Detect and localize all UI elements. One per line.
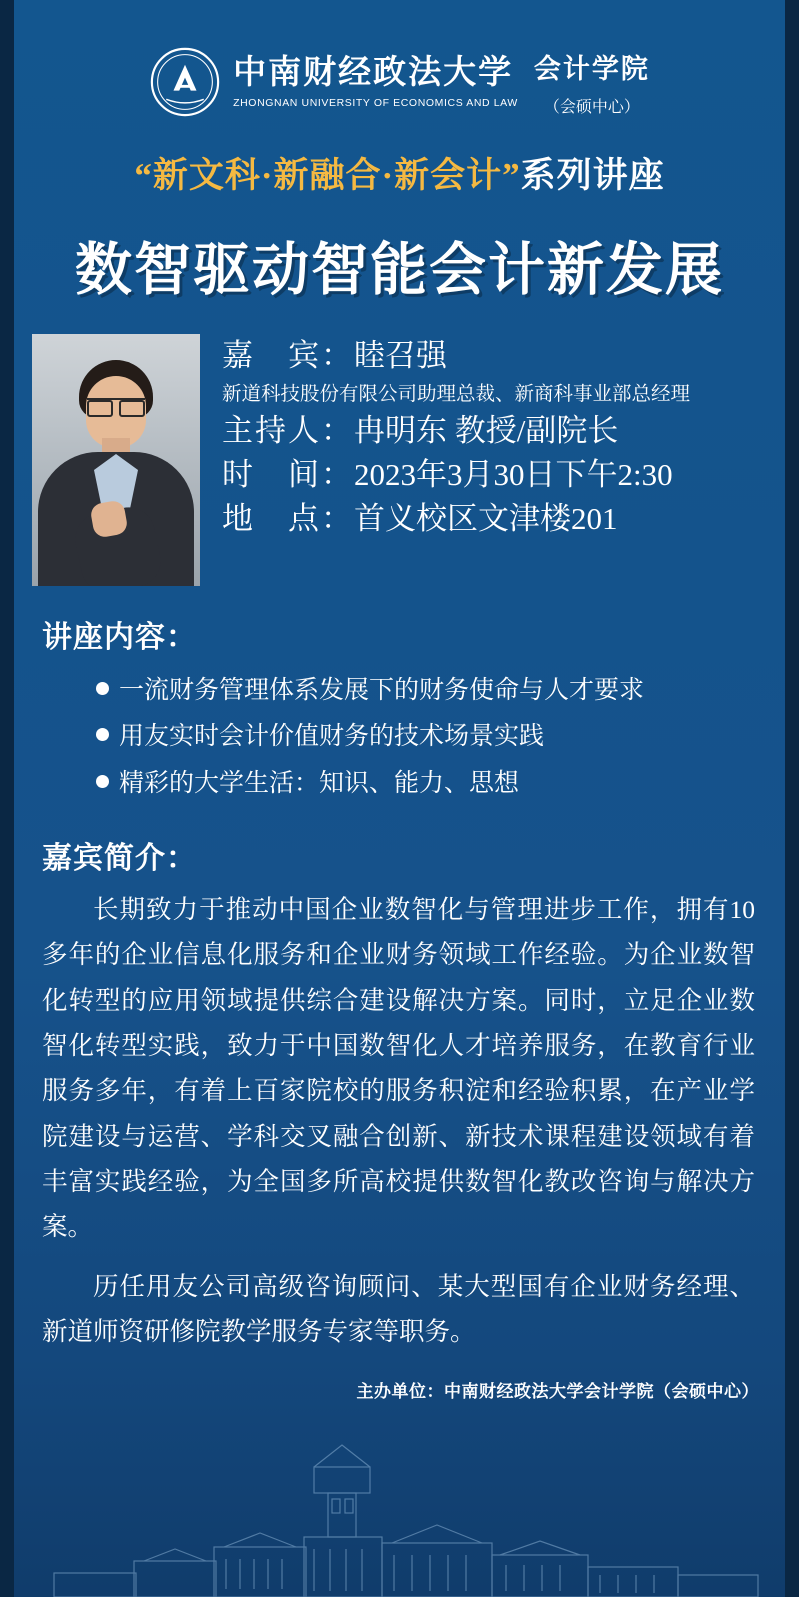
bio-heading: 嘉宾简介： <box>42 841 197 875</box>
series-title-rest: 系列讲座 <box>520 156 665 195</box>
list-item <box>96 714 799 760</box>
speaker-info-row <box>0 334 799 586</box>
list-item-label: 精彩的大学生活：知识、能力、思想 <box>119 769 520 797</box>
bio-paragraph: 历任用友公司高级咨询顾问、某大型国有企业财务经理、新道师资研修院教学服务专家等职务。 <box>42 1271 755 1347</box>
university-name-en: ZHONGNAN UNIVERSITY OF ECONOMICS AND LAW <box>233 96 518 109</box>
bio-body <box>0 887 799 1355</box>
bullet-dot-icon <box>96 728 109 741</box>
series-title-highlight: “新文科·新融合·新会计” <box>134 156 521 195</box>
content-heading: 讲座内容： <box>42 621 197 654</box>
school-name-cn: 会计学院 <box>533 54 650 84</box>
place-label: 地 点： <box>222 501 354 537</box>
host-line <box>222 409 775 453</box>
bullet-dot-icon <box>96 682 109 695</box>
poster-header <box>0 0 799 118</box>
host-name: 冉明东 教授/副院长 <box>354 413 619 449</box>
place-line <box>222 497 775 541</box>
time-line <box>222 453 775 497</box>
time-value: 2023年3月30日下午2:30 <box>354 457 673 493</box>
school-name-block <box>534 47 650 117</box>
speaker-portrait <box>32 334 200 586</box>
organizer-line: 主办单位：中南财经政法大学会计学院（会硕中心） <box>356 1381 759 1401</box>
guest-line <box>222 334 775 378</box>
school-center-label: （会硕中心） <box>543 99 640 116</box>
guest-label: 嘉 宾： <box>222 338 354 373</box>
time-label: 时 间： <box>222 457 354 493</box>
guest-title: 新道科技股份有限公司助理总裁、新商科事业部总经理 <box>222 384 691 406</box>
host-label: 主持人： <box>222 413 354 449</box>
university-crest-icon <box>149 46 221 118</box>
glasses-icon <box>87 398 145 415</box>
list-item-label: 一流财务管理体系发展下的财务使命与人才要求 <box>119 677 645 704</box>
place-value: 首义校区文津楼201 <box>354 501 618 537</box>
list-item <box>96 761 799 807</box>
lecture-title: 数智驱动智能会计新发展 <box>75 238 724 302</box>
content-list <box>0 668 799 807</box>
right-edge-band <box>785 0 799 1597</box>
university-name-cn: 中南财经政法大学 <box>233 55 514 92</box>
event-details <box>200 334 775 541</box>
list-item <box>96 668 799 714</box>
series-title <box>0 148 799 198</box>
guest-name: 睦召强 <box>354 338 447 373</box>
left-edge-band <box>0 0 14 1597</box>
list-item-label: 用友实时会计价值财务的技术场景实践 <box>119 723 545 751</box>
university-name-block <box>233 55 518 108</box>
bullet-dot-icon <box>96 775 109 788</box>
campus-skyline-icon <box>14 1429 785 1597</box>
bio-paragraph: 长期致力于推动中国企业数智化与管理进步工作，拥有10多年的企业信息化服务和企业财务领域工作经验。为企业数智化转型的应用领域提供综合建设解决方案。同时，立足企业数智化转型实践，致力于中国数智化人才培养服务，在教育行业服务多年，有着上百家院校的服务积淀和经验积累，在产业学院建设与运营、学科交叉融合创新、新技术课程建设领域有着丰富实践经验，为全国多所高校提供数智化教改咨询与解决方案。 <box>42 894 755 1242</box>
